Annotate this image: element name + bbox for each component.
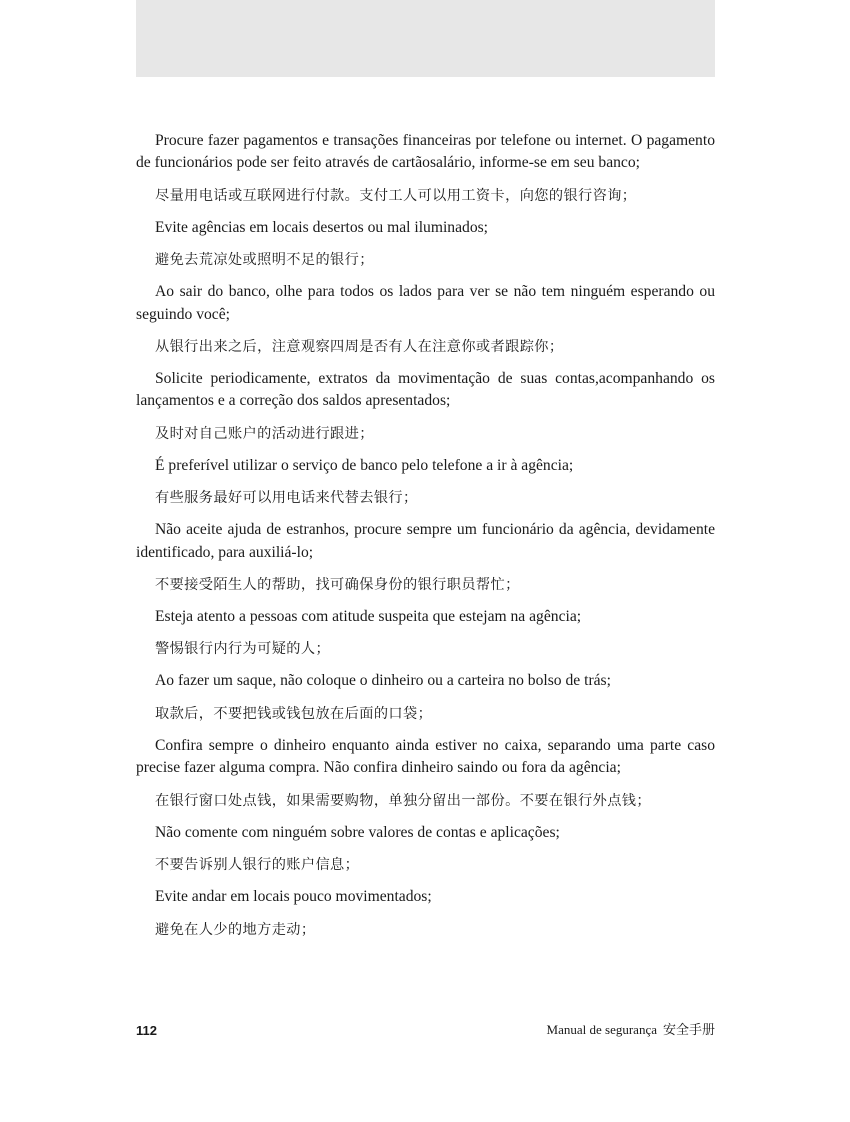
paragraph-zh-8: 取款后，不要把钱或钱包放在后面的口袋；	[155, 705, 433, 722]
paragraph-pt-11: Evite andar em locais pouco movimentados;	[155, 888, 432, 906]
paragraph-pt-8: Ao fazer um saque, não coloque o dinheiro ou a carteira no bolso de trás;	[155, 672, 611, 690]
paragraph-pt-7: Esteja atento a pessoas com atitude suspeita que estejam na agência;	[155, 608, 582, 626]
paragraph-pt-6: Não aceite ajuda de estranhos, procure sempre um funcionário da agência, devidamente identificado, para auxiliá-lo;	[136, 521, 715, 561]
paragraph-zh-1: 尽量用电话或互联网进行付款。支付工人可以用工资卡，向您的银行咨询；	[155, 187, 637, 204]
paragraph-pt-10: Não comente com ninguém sobre valores de contas e aplicações;	[155, 823, 560, 841]
page-body	[136, 130, 715, 941]
footer-title-pt: Manual de segurança	[546, 1022, 657, 1037]
paragraph-zh-7: 警惕银行内行为可疑的人；	[155, 641, 331, 658]
running-footer-title	[547, 1021, 715, 1040]
paragraph-zh-5: 有些服务最好可以用电话来代替去银行；	[155, 490, 418, 507]
paragraph-zh-2: 避免去荒凉处或照明不足的银行；	[155, 252, 374, 269]
paragraph-pt-1: Procure fazer pagamentos e transações financeiras por telefone ou internet. O pagamento de funcionários pode ser feito através de cartãosalário, informe-se em seu banco;	[136, 132, 715, 172]
paragraph-zh-6: 不要接受陌生人的帮助，找可确保身份的银行职员帮忙；	[155, 577, 520, 594]
paragraph-pt-4: Solicite periodicamente, extratos da movimentação de suas contas,acompanhando os lançamentos e a correção dos saldos apresentados;	[136, 370, 715, 410]
paragraph-pt-9: Confira sempre o dinheiro enquanto ainda estiver no caixa, separando uma parte caso precise fazer alguma compra. Não confira dinheiro saindo ou fora da agência;	[136, 736, 715, 777]
paragraph-zh-10: 不要告诉别人银行的账户信息；	[155, 857, 360, 874]
paragraph-pt-5: É preferível utilizar o serviço de banco pelo telefone a ir à agência;	[155, 456, 574, 474]
paragraph-zh-4: 及时对自己账户的活动进行跟进；	[155, 425, 374, 442]
paragraph-zh-9: 在银行窗口处点钱，如果需要购物，单独分留出一部份。不要在银行外点钱；	[155, 792, 651, 809]
footer-title-zh: 安全手册	[662, 1023, 715, 1038]
page-number: 112	[136, 1023, 157, 1038]
paragraph-zh-3: 从银行出来之后，注意观察四周是否有人在注意你或者跟踪你；	[155, 339, 564, 356]
paragraph-pt-3: Ao sair do banco, olhe para todos os lados para ver se não tem ninguém esperando ou seguindo você;	[136, 283, 715, 323]
paragraph-pt-2: Evite agências em locais desertos ou mal iluminados;	[155, 218, 489, 236]
header-band	[136, 0, 715, 77]
paragraph-zh-11: 避免在人少的地方走动；	[155, 921, 316, 938]
